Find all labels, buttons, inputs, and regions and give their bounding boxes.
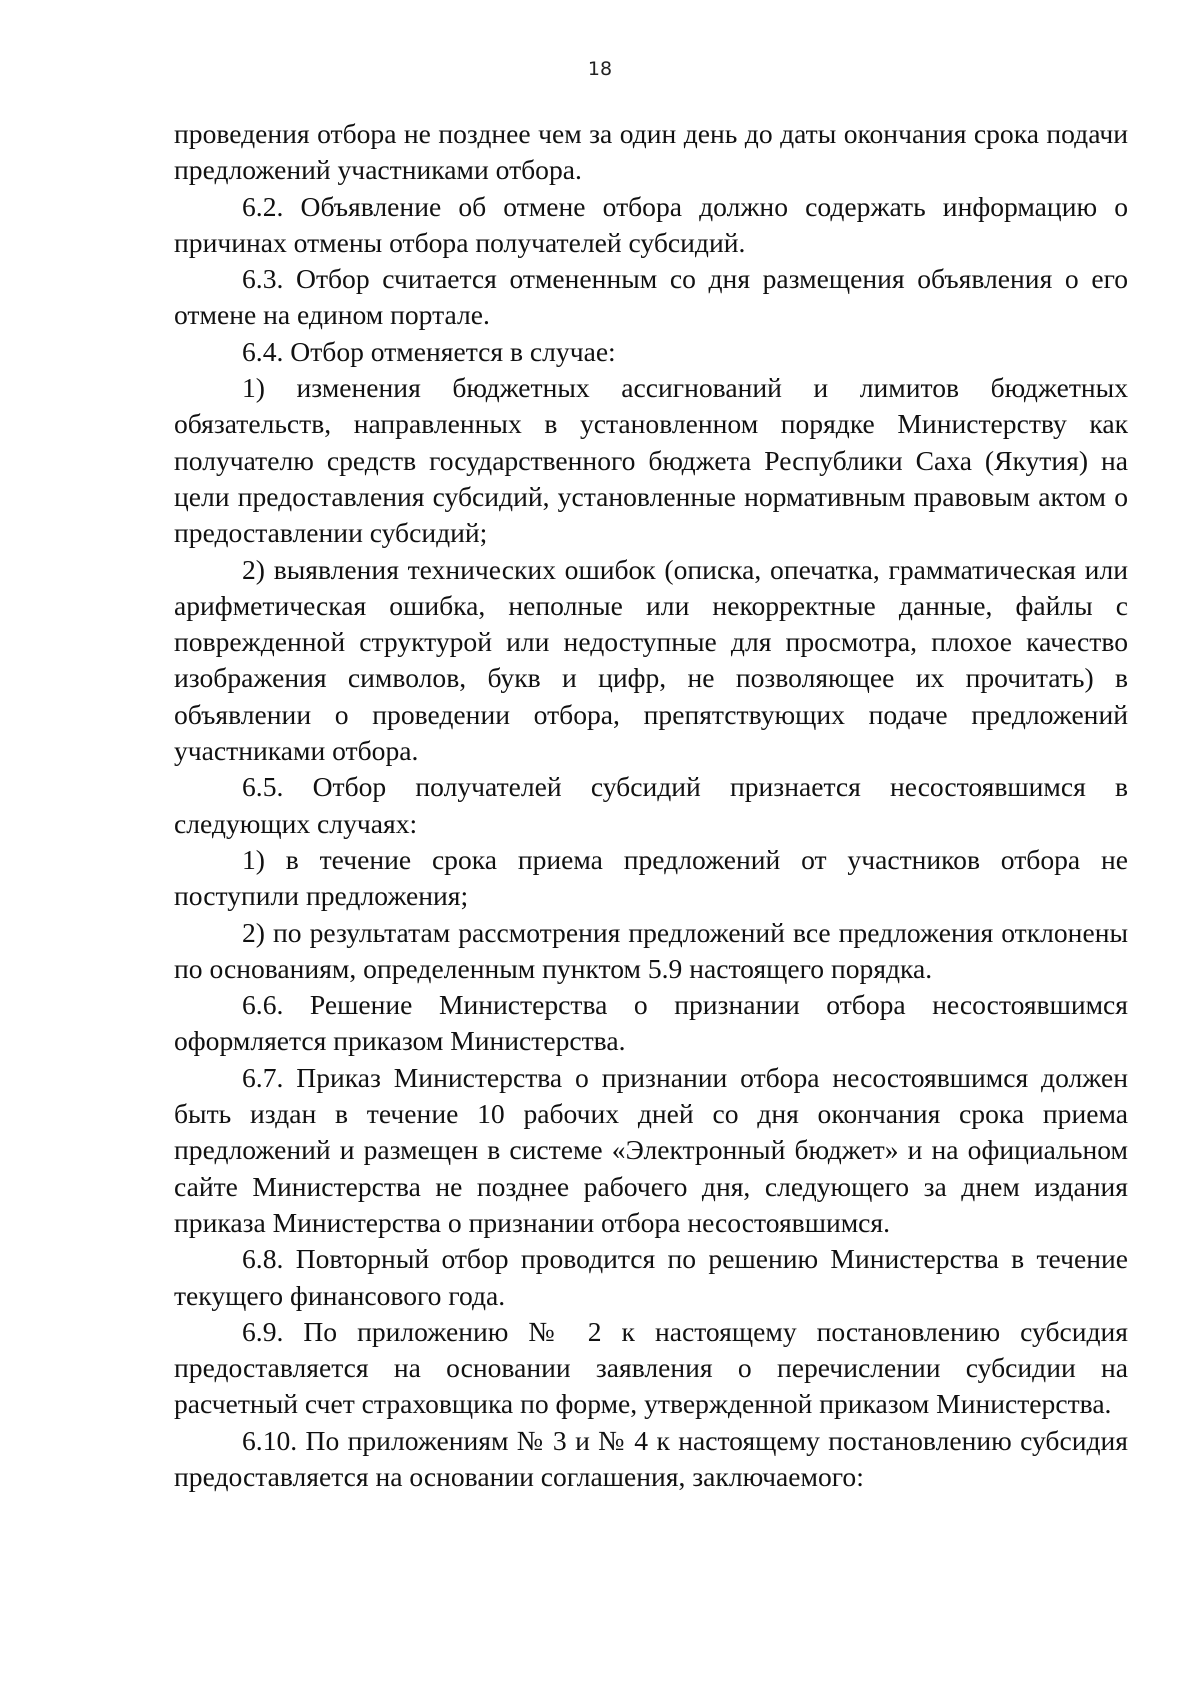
paragraph-6-9: 6.9. По приложению № 2 к настоящему постановлению субсидия предоставляется на основании заявления о перечислении субсидии на расчетный счет страховщика по форме, утвержденной приказом Министерства. (174, 1315, 1128, 1420)
paragraph-6-6: 6.6. Решение Министерства о признании отбора несостоявшимся оформляется приказом Министерства. (174, 989, 1128, 1057)
paragraph-6-5-item-2: 2) по результатам рассмотрения предложений все предложения отклонены по основаниям, определенным пунктом 5.9 настоящего порядка. (174, 916, 1128, 984)
paragraph-6-2: 6.2. Объявление об отмене отбора должно содержать информацию о причинах отмены отбора получателей субсидий. (174, 190, 1128, 258)
paragraph-6-10: 6.10. По приложениям № 3 и № 4 к настоящему постановлению субсидия предоставляется на основании соглашения, заключаемого: (174, 1424, 1128, 1492)
paragraph-6-5-item-1: 1) в течение срока приема предложений от участников отбора не поступили предложения; (174, 843, 1128, 912)
paragraph-continuation: проведения отбора не позднее чем за один день до даты окончания срока подачи предложений участниками отбора. (174, 118, 1128, 186)
paragraph-6-3: 6.3. Отбор считается отмененным со дня размещения объявления о его отмене на едином портале. (174, 263, 1128, 331)
paragraph-6-5: 6.5. Отбор получателей субсидий признается несостоявшимся в следующих случаях: (174, 771, 1128, 839)
paragraph-6-4: 6.4. Отбор отменяется в случае: (242, 335, 616, 367)
paragraph-6-4-item-1: 1) изменения бюджетных ассигнований и лимитов бюджетных обязательств, направленных в установленном порядке Министерству как получателю средств государственного бюджета Республики Саха (Якутия) на цели предоставления субсидий, установленные нормативным правовым актом о предоставлении субсидий; (174, 372, 1128, 549)
paragraph-6-4-item-2: 2) выявления технических ошибок (описка, опечатка, грамматическая или арифметическая ошибка, неполные или некорректные данные, файлы с поврежденной структурой или недоступные для просмотра, плохое качество изображения символов, букв и цифр, не позволяющее их прочитать) в объявлении о проведении отбора, препятствующих подаче предложений участниками отбора. (174, 553, 1128, 767)
paragraph-6-8: 6.8. Повторный отбор проводится по решению Министерства в течение текущего финансового года. (174, 1243, 1128, 1311)
document-body (174, 116, 1128, 1495)
page-number: 18 (587, 58, 613, 80)
paragraph-6-7: 6.7. Приказ Министерства о признании отбора несостоявшимся должен быть издан в течение 10 рабочих дней со дня окончания срока приема предложений и размещен в системе «Электронный бюджет» и на официальном сайте Министерства не позднее рабочего дня, следующего за днем издания приказа Министерства о признании отбора несостоявшимся. (174, 1061, 1128, 1238)
